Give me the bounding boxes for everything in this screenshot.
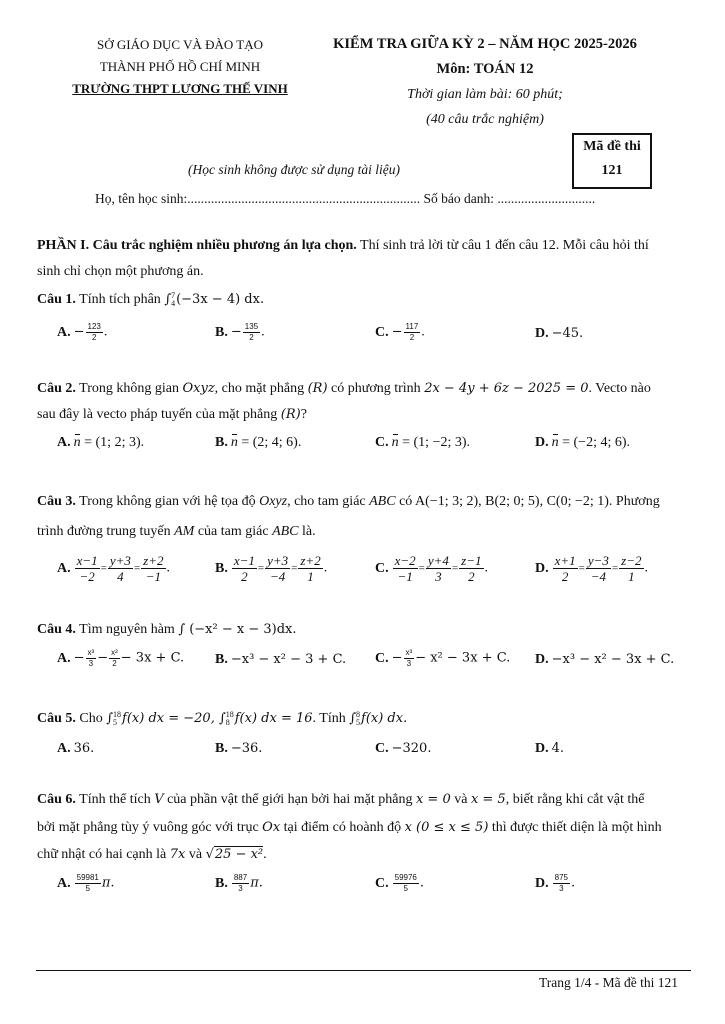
integral-sign: ∫ bbox=[164, 292, 172, 308]
question-text: tại điểm có hoành độ bbox=[280, 820, 405, 835]
option-label: C. bbox=[375, 435, 389, 450]
question-text: và bbox=[185, 847, 206, 862]
option-value: −320. bbox=[391, 741, 432, 756]
period: . bbox=[484, 560, 488, 576]
math-oxyz: Oxyz bbox=[182, 381, 215, 396]
question-text: ? bbox=[300, 407, 307, 422]
vector-n: n bbox=[551, 435, 559, 450]
fraction bbox=[298, 553, 322, 584]
option-c[interactable] bbox=[375, 741, 431, 757]
fraction bbox=[232, 873, 249, 894]
option-a[interactable] bbox=[57, 553, 170, 584]
option-label: A. bbox=[57, 560, 71, 576]
math-range: x (0 ≤ x ≤ 5) bbox=[404, 820, 489, 835]
option-value: = (1; −2; 3). bbox=[398, 435, 471, 450]
option-value: = (1; 2; 3). bbox=[80, 435, 145, 450]
denominator: 2 bbox=[409, 333, 415, 342]
question-text: chữ nhật có hai cạnh là bbox=[37, 847, 170, 862]
option-d[interactable] bbox=[535, 652, 674, 668]
denominator: 1 bbox=[307, 569, 314, 584]
option-value: −45. bbox=[551, 326, 584, 341]
vector-n: n bbox=[230, 435, 238, 450]
math-plane-r: (R) bbox=[280, 407, 301, 422]
option-c[interactable] bbox=[375, 435, 470, 451]
question-text: , cho mặt phẳng bbox=[214, 381, 308, 396]
option-d[interactable] bbox=[535, 873, 575, 894]
option-d[interactable] bbox=[535, 553, 648, 584]
numerator: x² bbox=[111, 648, 118, 657]
option-b[interactable] bbox=[215, 652, 346, 668]
denominator: 4 bbox=[117, 569, 124, 584]
option-label: D. bbox=[535, 652, 549, 667]
option-c[interactable] bbox=[375, 648, 510, 669]
denominator: 2 bbox=[561, 569, 569, 584]
question-label: Câu 3. bbox=[37, 494, 76, 509]
math-part: − x² − 3x + C. bbox=[415, 650, 511, 666]
option-a[interactable] bbox=[57, 648, 184, 669]
math-x0: x = 0 bbox=[415, 792, 451, 807]
question-text: bởi mặt phẳng tùy ý vuông góc với trục bbox=[37, 820, 263, 835]
fraction bbox=[404, 322, 421, 343]
question-label: Câu 4. bbox=[37, 622, 76, 637]
period: . bbox=[323, 560, 328, 576]
question-label: Câu 6. bbox=[37, 792, 76, 807]
numerator: x³ bbox=[405, 648, 413, 657]
question-text: Tính thể tích bbox=[75, 792, 155, 807]
option-b[interactable] bbox=[215, 741, 262, 757]
integral-body: f(x) dx. bbox=[361, 711, 408, 727]
vector-n: n bbox=[391, 435, 399, 450]
question-text: có bbox=[395, 494, 416, 509]
math-x5: x = 5 bbox=[470, 792, 506, 807]
math-v: V bbox=[154, 792, 164, 807]
question-count: (40 câu trắc nghiệm) bbox=[426, 112, 544, 127]
question-text: trình đường trung tuyến bbox=[37, 524, 175, 539]
math-part: − 3x + C. bbox=[120, 650, 185, 666]
option-a[interactable] bbox=[57, 873, 115, 894]
part1-title: PHẦN I. Câu trắc nghiệm nhiều phương án lựa chọn. bbox=[37, 238, 357, 253]
equals-sign: = bbox=[418, 562, 425, 575]
question-text: Tìm nguyên hàm bbox=[75, 622, 179, 637]
option-c[interactable] bbox=[375, 553, 488, 584]
fraction bbox=[393, 553, 418, 584]
question-3 bbox=[37, 494, 660, 510]
integral-lower: 5 bbox=[356, 718, 361, 727]
math-oxyz: Oxyz bbox=[259, 494, 288, 509]
equals-sign: = bbox=[100, 562, 107, 575]
option-tail: . bbox=[421, 324, 425, 340]
numerator: y+3 bbox=[109, 553, 131, 568]
denominator: 3 bbox=[406, 659, 412, 668]
option-c[interactable] bbox=[375, 322, 425, 343]
option-value: = (−2; 4; 6). bbox=[558, 435, 631, 450]
math-part: − bbox=[391, 650, 403, 666]
option-value: 36. bbox=[73, 741, 95, 756]
option-a[interactable] bbox=[57, 435, 144, 451]
fraction bbox=[404, 648, 415, 669]
option-label: A. bbox=[57, 650, 71, 666]
question-text: , cho tam giác bbox=[287, 494, 370, 509]
part1-instruction: Thí sinh trả lời từ câu 1 đến câu 12. Mỗi câu hỏi thí bbox=[356, 238, 649, 253]
option-label: B. bbox=[215, 324, 228, 340]
denominator: −2 bbox=[79, 569, 95, 584]
question-text: của tam giác bbox=[194, 524, 273, 539]
question-1 bbox=[37, 292, 264, 308]
numerator: z−1 bbox=[461, 553, 482, 568]
question-4 bbox=[37, 622, 297, 638]
question-text: Trong không gian với hệ tọa độ bbox=[75, 494, 260, 509]
denominator: 3 bbox=[88, 659, 94, 668]
fraction bbox=[232, 553, 257, 584]
equals-sign: = bbox=[451, 562, 459, 575]
question-5 bbox=[37, 711, 407, 727]
option-label: A. bbox=[57, 435, 71, 450]
option-label: B. bbox=[215, 652, 228, 667]
math-median: AM bbox=[174, 524, 195, 539]
fraction bbox=[553, 873, 570, 894]
exam-code-value: 121 bbox=[601, 163, 623, 178]
numerator: z−2 bbox=[621, 553, 642, 568]
fraction bbox=[586, 553, 611, 584]
fraction bbox=[243, 322, 260, 343]
numerator: x³ bbox=[87, 648, 95, 657]
part1-heading bbox=[37, 238, 649, 254]
integral-upper: 7 bbox=[171, 291, 176, 300]
fraction bbox=[141, 553, 165, 584]
denominator: 5 bbox=[85, 884, 90, 893]
question-text: . Vecto nào bbox=[588, 381, 651, 396]
math-plane-r: (R) bbox=[307, 381, 328, 396]
option-tail: . bbox=[419, 875, 425, 891]
question-text: . Tính bbox=[312, 711, 350, 727]
option-sign: − bbox=[230, 324, 242, 340]
denominator: 2 bbox=[241, 569, 248, 584]
numerator: 135 bbox=[244, 322, 259, 331]
header-left bbox=[40, 34, 320, 100]
math-triangle: ABC bbox=[369, 494, 396, 509]
question-text: thì được thiết diện là một hình bbox=[488, 820, 662, 835]
option-label: C. bbox=[375, 741, 389, 756]
equals-sign: = bbox=[133, 562, 141, 575]
option-tail: π. bbox=[101, 875, 115, 891]
question-text: , biết rằng khi cắt vật thể bbox=[505, 792, 645, 807]
option-b[interactable] bbox=[215, 322, 265, 343]
math-triangle: ABC bbox=[272, 524, 299, 539]
option-value: −x³ − x² − 3x + C. bbox=[551, 652, 675, 667]
exam-code-box bbox=[572, 133, 652, 189]
option-label: D. bbox=[535, 741, 549, 756]
option-label: B. bbox=[215, 435, 228, 450]
numerator: 123 bbox=[87, 322, 101, 331]
question-text: và bbox=[450, 792, 471, 807]
option-b[interactable] bbox=[215, 435, 301, 451]
option-d[interactable] bbox=[535, 741, 564, 757]
math-equation: 2x − 4y + 6z − 2025 = 0 bbox=[424, 381, 589, 396]
question-label: Câu 1. bbox=[37, 292, 76, 308]
denominator: −4 bbox=[269, 569, 286, 584]
option-b[interactable] bbox=[215, 553, 327, 584]
equals-sign: = bbox=[291, 562, 298, 575]
numerator: x+1 bbox=[554, 553, 576, 568]
numerator: z+2 bbox=[143, 553, 164, 568]
question-6-line2 bbox=[37, 820, 662, 836]
question-text: Tính tích phân bbox=[75, 292, 165, 308]
math-7x: 7x bbox=[169, 847, 186, 862]
numerator: 59981 bbox=[76, 873, 99, 882]
option-tail: . bbox=[570, 875, 576, 891]
denominator: 1 bbox=[628, 569, 635, 584]
fraction bbox=[86, 648, 97, 669]
fraction bbox=[426, 553, 451, 584]
fraction bbox=[75, 873, 101, 894]
city-name: THÀNH PHỐ HỒ CHÍ MINH bbox=[99, 59, 261, 74]
option-tail: . bbox=[261, 324, 265, 340]
fraction bbox=[265, 553, 290, 584]
integral-body: f(x) dx = 16 bbox=[234, 711, 313, 727]
math-part: − bbox=[73, 650, 85, 666]
option-label: B. bbox=[215, 741, 228, 756]
option-b[interactable] bbox=[215, 873, 263, 894]
option-label: D. bbox=[535, 875, 549, 891]
exam-title: KIỂM TRA GIỮA KỲ 2 – NĂM HỌC 2025-2026 bbox=[333, 36, 637, 52]
student-name-field[interactable]: Họ, tên học sinh:..................................................................... bbox=[95, 191, 421, 206]
integral-upper: 18 bbox=[225, 710, 234, 719]
option-sign: − bbox=[391, 324, 403, 340]
denominator: 3 bbox=[435, 569, 442, 584]
duration: Thời gian làm bài: 60 phút; bbox=[407, 87, 563, 102]
denominator: 5 bbox=[403, 884, 408, 893]
math-points: A(−1; 3; 2), B(2; 0; 5), C(0; −2; 1) bbox=[415, 494, 609, 509]
integral-lower: 8 bbox=[225, 718, 230, 727]
vector-n: n bbox=[73, 435, 81, 450]
fraction bbox=[393, 873, 419, 894]
integral-sign: ∫ bbox=[106, 711, 114, 727]
question-3-line2 bbox=[37, 524, 316, 540]
numerator: x−1 bbox=[76, 553, 98, 568]
option-value: −36. bbox=[230, 741, 263, 756]
option-d[interactable] bbox=[535, 435, 630, 451]
denominator: −1 bbox=[397, 569, 413, 584]
denominator: 2 bbox=[249, 333, 254, 342]
option-tail: π. bbox=[250, 875, 263, 891]
header-right bbox=[305, 32, 665, 132]
integral-expression: ∫ (−x² − x − 3)dx. bbox=[178, 622, 297, 637]
option-label: B. bbox=[215, 560, 228, 576]
numerator: y−3 bbox=[587, 553, 609, 568]
question-text: . Phương bbox=[608, 494, 660, 509]
denominator: 3 bbox=[238, 884, 243, 893]
question-2 bbox=[37, 381, 651, 397]
numerator: 59976 bbox=[394, 873, 417, 882]
option-label: C. bbox=[375, 650, 389, 666]
option-a[interactable] bbox=[57, 741, 94, 757]
option-label: D. bbox=[535, 435, 549, 450]
fraction bbox=[619, 553, 643, 584]
sqrt-sign: √ bbox=[205, 847, 214, 862]
denominator: 2 bbox=[468, 569, 475, 584]
sqrt-radicand: 25 − x² bbox=[214, 847, 264, 862]
denominator: 3 bbox=[559, 884, 564, 893]
option-label: C. bbox=[375, 560, 389, 576]
option-label: C. bbox=[375, 324, 389, 340]
option-label: A. bbox=[57, 324, 71, 340]
department-name: SỞ GIÁO DỤC VÀ ĐÀO TẠO bbox=[97, 37, 263, 52]
option-c[interactable] bbox=[375, 873, 424, 894]
integral-upper: 8 bbox=[356, 710, 361, 719]
equals-sign: = bbox=[578, 562, 585, 575]
fraction bbox=[86, 322, 103, 343]
question-text: của phần vật thể giới hạn bởi hai mặt phẳng bbox=[163, 792, 416, 807]
fraction bbox=[109, 648, 120, 669]
subject: Môn: TOÁN 12 bbox=[436, 61, 534, 77]
integral-lower: 4 bbox=[171, 299, 176, 308]
option-label: A. bbox=[57, 875, 71, 891]
question-text: . bbox=[263, 847, 267, 862]
period: . bbox=[166, 560, 170, 576]
numerator: 887 bbox=[233, 873, 248, 882]
equals-sign: = bbox=[611, 562, 619, 575]
no-materials-note: (Học sinh không được sử dụng tài liệu) bbox=[188, 162, 401, 177]
option-label: C. bbox=[375, 875, 389, 891]
school-name: TRƯỜNG THPT LƯƠNG THẾ VINH bbox=[72, 81, 288, 96]
numerator: z+2 bbox=[300, 553, 321, 568]
question-label: Câu 2. bbox=[37, 381, 76, 396]
integral-lower: 5 bbox=[113, 718, 118, 727]
footer-divider bbox=[36, 970, 691, 971]
part1-heading-line2: sinh chỉ chọn một phương án. bbox=[37, 264, 204, 279]
numerator: 875 bbox=[554, 873, 568, 882]
option-value: = (2; 4; 6). bbox=[237, 435, 302, 450]
option-a[interactable] bbox=[57, 322, 107, 343]
student-id-field[interactable]: Số báo danh: ............................. bbox=[423, 191, 596, 206]
period: . bbox=[644, 560, 648, 576]
numerator: 117 bbox=[405, 322, 419, 331]
integral-sign: ∫ bbox=[349, 711, 357, 727]
question-label: Câu 5. bbox=[37, 711, 76, 727]
exam-code-label: Mã đề thi bbox=[583, 139, 641, 154]
numerator: y+4 bbox=[427, 553, 449, 568]
question-2-line2 bbox=[37, 407, 307, 423]
fraction bbox=[75, 553, 100, 584]
option-label: D. bbox=[535, 326, 549, 341]
math-part: − bbox=[97, 650, 109, 666]
integral-sign: ∫ bbox=[218, 711, 226, 727]
question-text: là. bbox=[298, 524, 316, 539]
question-6-line3 bbox=[37, 847, 267, 863]
question-text: Trong không gian bbox=[75, 381, 183, 396]
question-6 bbox=[37, 792, 645, 808]
option-sign: − bbox=[73, 324, 85, 340]
option-label: D. bbox=[535, 560, 549, 576]
question-text: Cho bbox=[75, 711, 107, 727]
equals-sign: = bbox=[257, 562, 265, 575]
numerator: y+3 bbox=[267, 553, 289, 568]
question-text: có phương trình bbox=[327, 381, 425, 396]
denominator: 2 bbox=[112, 659, 117, 668]
question-text: sau đây là vecto pháp tuyến của mặt phẳng bbox=[37, 407, 281, 422]
option-value: 4. bbox=[551, 741, 565, 756]
denominator: −4 bbox=[590, 569, 607, 584]
numerator: x−2 bbox=[394, 553, 416, 568]
option-tail: . bbox=[103, 324, 108, 340]
denominator: 2 bbox=[91, 333, 97, 342]
numerator: x−1 bbox=[233, 553, 255, 568]
page-footer: Trang 1/4 - Mã đề thi 121 bbox=[539, 975, 678, 990]
option-d[interactable] bbox=[535, 326, 583, 342]
denominator: −1 bbox=[145, 569, 161, 584]
integral-body: f(x) dx = −20, bbox=[122, 711, 219, 727]
option-label: B. bbox=[215, 875, 228, 891]
option-value: −x³ − x² − 3 + C. bbox=[230, 652, 347, 667]
integral-upper: 18 bbox=[113, 710, 122, 719]
fraction bbox=[553, 553, 578, 584]
student-info-line bbox=[95, 191, 595, 207]
math-ox: Ox bbox=[262, 820, 281, 835]
integral-expression: (−3x − 4) dx. bbox=[176, 292, 265, 308]
option-label: A. bbox=[57, 741, 71, 756]
fraction bbox=[108, 553, 133, 584]
fraction bbox=[459, 553, 483, 584]
